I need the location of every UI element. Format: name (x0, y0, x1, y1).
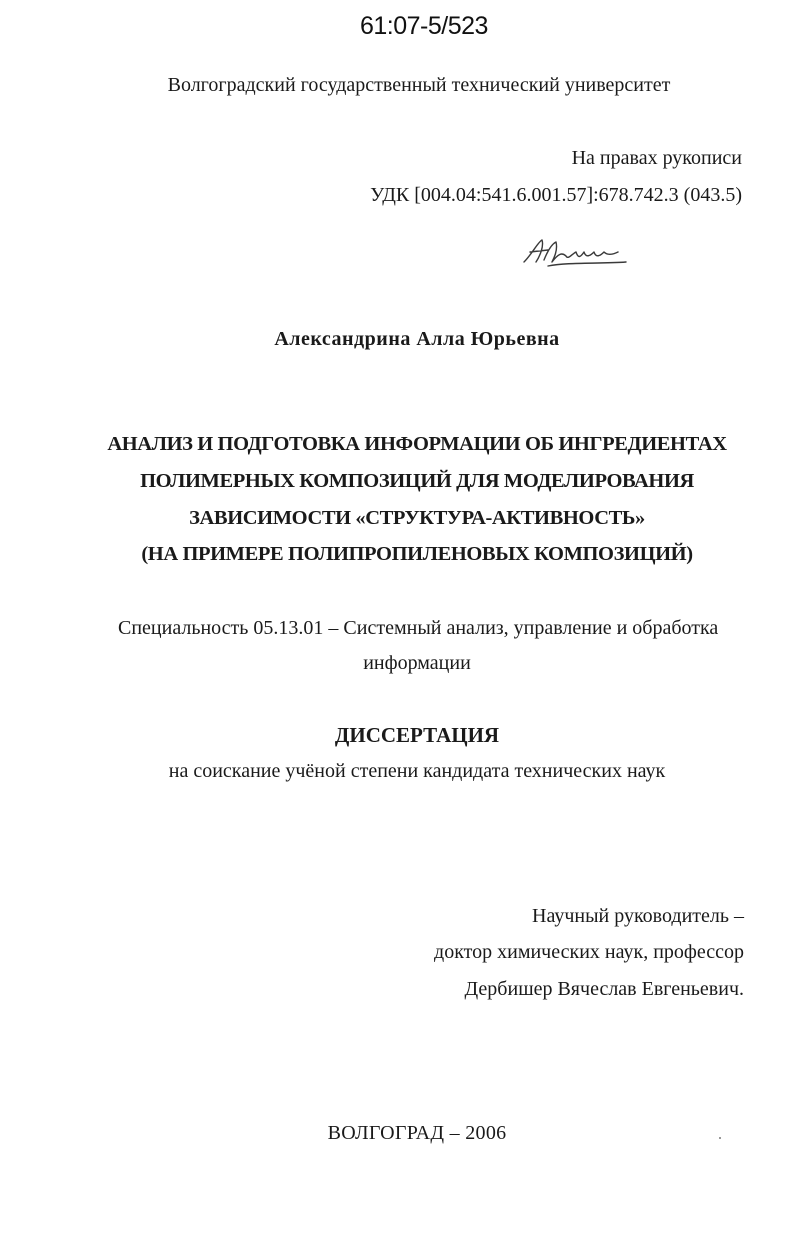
udk-code: УДК [004.04:541.6.001.57]:678.742.3 (043.5) (370, 184, 742, 206)
scan-speck (719, 1137, 721, 1139)
title-line-4: (НА ПРИМЕРЕ ПОЛИПРОПИЛЕНОВЫХ КОМПОЗИЦИЙ) (141, 543, 693, 565)
degree-statement: на соискание учёной степени кандидата технических наук (168, 760, 666, 782)
supervisor-name: Дербишер Вячеслав Евгеньевич. (464, 978, 744, 1000)
archive-stamp: 61:07-5/523 (360, 12, 488, 40)
supervisor-role: Научный руководитель – (532, 905, 744, 927)
university-name: Волгоградский государственный технический университет (167, 74, 671, 96)
document-type: ДИССЕРТАЦИЯ (334, 723, 500, 747)
manuscript-rights: На правах рукописи (571, 147, 742, 169)
author-signature (518, 232, 638, 272)
supervisor-title: доктор химических наук, профессор (434, 941, 744, 963)
city-year: ВОЛГОГРАД – 2006 (327, 1122, 507, 1144)
specialty-line-2: информации (363, 652, 471, 674)
specialty-line-1: Специальность 05.13.01 – Системный анализ, управление и обработка (118, 617, 719, 639)
title-line-2: ПОЛИМЕРНЫХ КОМПОЗИЦИЙ ДЛЯ МОДЕЛИРОВАНИЯ (140, 470, 694, 492)
title-line-1: АНАЛИЗ И ПОДГОТОВКА ИНФОРМАЦИИ ОБ ИНГРЕДИЕНТАХ (107, 433, 727, 455)
title-line-3: ЗАВИСИМОСТИ «СТРУКТУРА-АКТИВНОСТЬ» (189, 507, 645, 529)
author-name: Александрина Алла Юрьевна (274, 328, 560, 350)
